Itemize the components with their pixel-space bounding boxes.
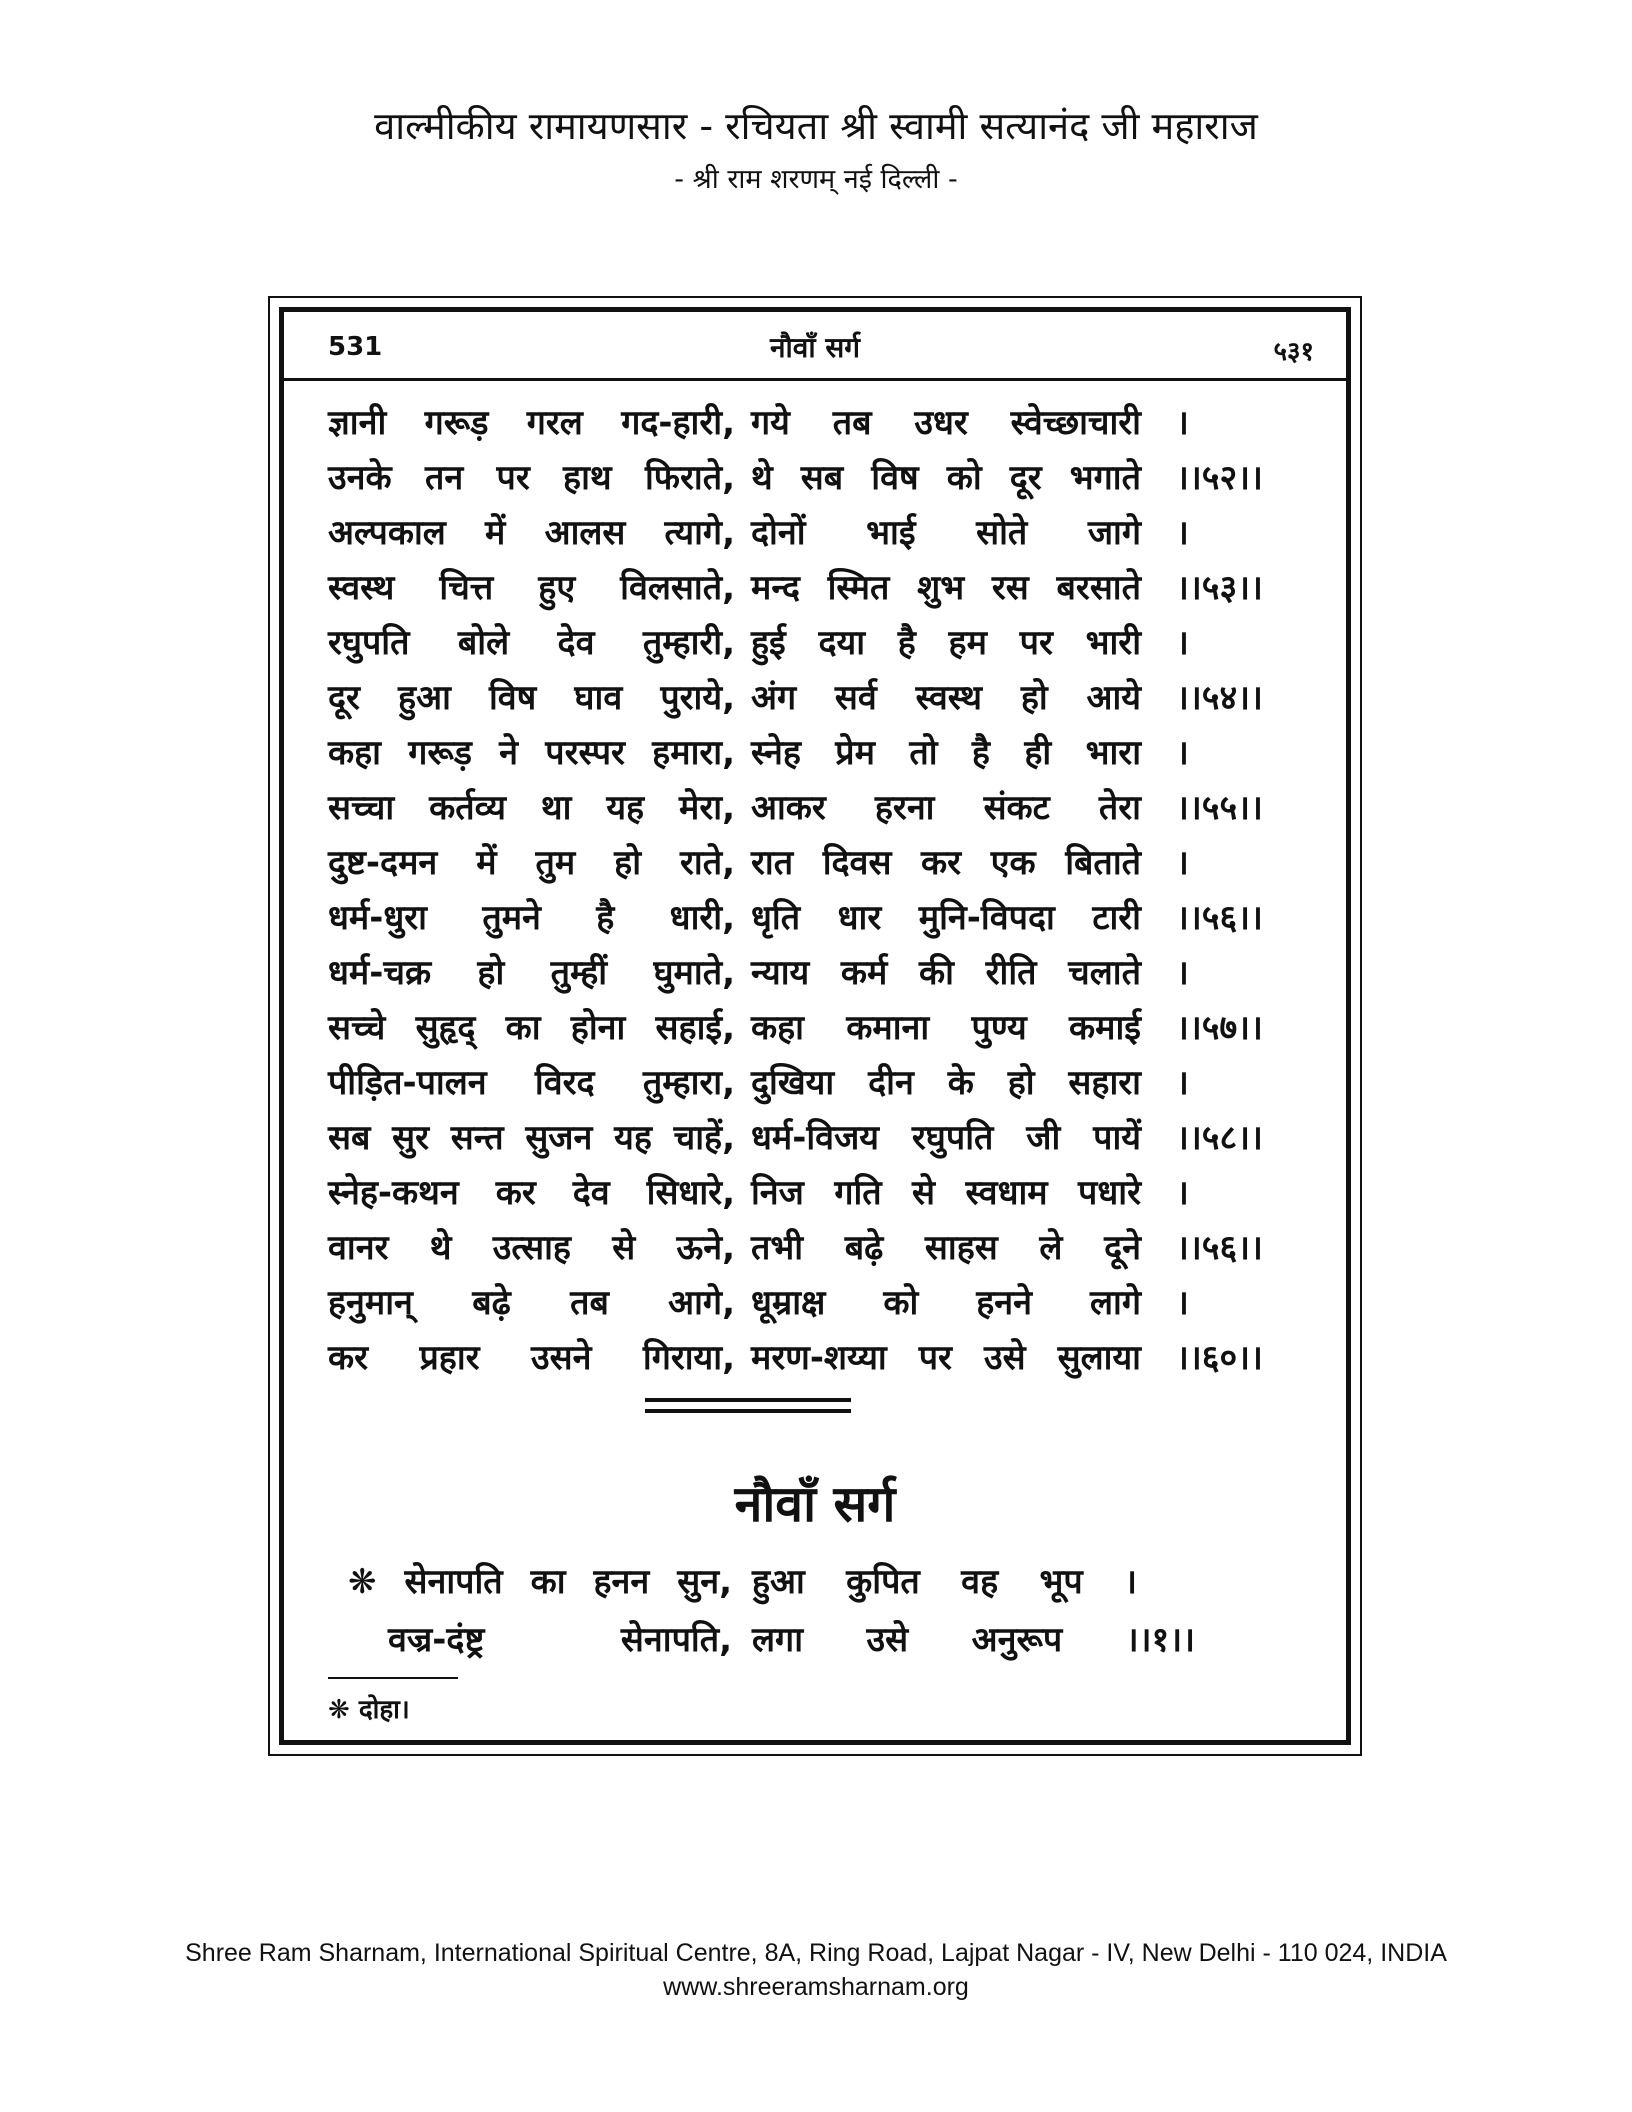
section-title: नौवाँ सर्ग xyxy=(734,1475,896,1533)
verse-second-half: गये तब उधर स्वेच्छाचारी xyxy=(751,403,1141,443)
verse-number: । xyxy=(1176,513,1189,553)
footnote-divider xyxy=(328,1677,458,1679)
verse-number: । xyxy=(1176,1173,1189,1213)
verse-row xyxy=(328,1272,1368,1327)
section-divider-bottom xyxy=(645,1409,851,1413)
verse-first-half: कर प्रहार उसने गिराया, xyxy=(328,1338,735,1378)
doha-line1-first-half: ❋ सेनापति का हनन सुन, xyxy=(348,1562,732,1602)
verse-number: । xyxy=(1176,733,1189,773)
verse-second-half: आकर हरना संकट तेरा xyxy=(751,788,1141,828)
verse-first-half: उनके तन पर हाथ फिराते, xyxy=(328,458,735,498)
verse-first-half: धर्म-चक्र हो तुम्हीं घुमाते, xyxy=(328,953,735,993)
asterism-icon: ❋ xyxy=(348,1562,377,1602)
verse-second-half: स्नेह प्रेम तो है ही भारा xyxy=(751,733,1141,773)
footer-address: Shree Ram Sharnam, International Spiritual Centre, 8A, Ring Road, Lajpat Nagar - IV, New Delhi - 110 024, INDIA xyxy=(185,1939,1447,1967)
doha-line2-first-half: वज्र-दंष्ट्र सेनापति, xyxy=(388,1620,732,1660)
page-running-head xyxy=(284,328,1346,372)
footer-website: www.shreeramsharnam.org xyxy=(663,1973,969,2001)
doha-block xyxy=(328,1557,1328,1673)
verse-first-half: धर्म-धुरा तुमने है धारी, xyxy=(328,898,735,938)
doha-line2-second-half: लगा उसे अनुरूप ।।१।। xyxy=(752,1620,1195,1660)
verse-first-half: स्वस्थ चित्त हुए विलसाते, xyxy=(328,568,735,608)
footnote: ❋ दोहा। xyxy=(328,1695,410,1725)
verse-first-half: हनुमान् बढ़े तब आगे, xyxy=(328,1283,735,1323)
verse-row xyxy=(328,942,1368,997)
verse-row xyxy=(328,1162,1368,1217)
page-footer xyxy=(0,1936,1632,2004)
verse-number: । xyxy=(1176,1063,1189,1103)
verse-second-half: मन्द स्मित शुभ रस बरसाते xyxy=(751,568,1141,608)
doha-line xyxy=(328,1615,1328,1673)
header-title: वाल्मीकीय रामायणसार - रचियता श्री स्वामी सत्यानंद जी महाराज xyxy=(374,104,1258,148)
verse-first-half: सच्चे सुहृद् का होना सहाई, xyxy=(328,1008,735,1048)
verse-row xyxy=(328,832,1368,887)
verse-first-half: सच्चा कर्तव्य था यह मेरा, xyxy=(328,788,735,828)
verse-row xyxy=(328,667,1368,722)
verse-number: । xyxy=(1176,953,1189,993)
verse-number: ।।६०।। xyxy=(1176,1338,1263,1378)
verse-number: ।।५३।। xyxy=(1176,568,1263,608)
verse-first-half: दूर हुआ विष घाव पुराये, xyxy=(328,678,735,718)
verse-row xyxy=(328,722,1368,777)
verse-list xyxy=(328,392,1368,1382)
verse-row xyxy=(328,777,1368,832)
verse-row xyxy=(328,1217,1368,1272)
doha-line xyxy=(328,1557,1328,1615)
verse-number: । xyxy=(1176,1283,1189,1323)
verse-first-half: पीड़ित-पालन विरद तुम्हारा, xyxy=(328,1063,735,1103)
verse-row xyxy=(328,1052,1368,1107)
page-number-devanagari: ५३१ xyxy=(1273,337,1314,367)
verse-row xyxy=(328,1107,1368,1162)
verse-first-half: कहा गरूड़ ने परस्पर हमारा, xyxy=(328,733,735,773)
header-subtitle: - श्री राम शरणम् नई दिल्ली - xyxy=(674,164,958,195)
verse-second-half: अंग सर्व स्वस्थ हो आये xyxy=(751,678,1141,718)
verse-number: ।।५७।। xyxy=(1176,1008,1263,1048)
page-header xyxy=(0,100,1632,200)
header-divider xyxy=(284,378,1346,381)
verse-second-half: मरण-शय्या पर उसे सुलाया xyxy=(751,1338,1141,1378)
verse-number: । xyxy=(1176,843,1189,883)
verse-first-half: अल्पकाल में आलस त्यागे, xyxy=(328,513,735,553)
book-page-frame xyxy=(268,296,1362,1756)
verse-second-half: तभी बढ़े साहस ले दूने xyxy=(751,1228,1141,1268)
verse-second-half: थे सब विष को दूर भगाते xyxy=(751,458,1141,498)
verse-second-half: न्याय कर्म की रीति चलाते xyxy=(751,953,1141,993)
verse-number: । xyxy=(1176,403,1189,443)
verse-row xyxy=(328,997,1368,1052)
verse-first-half: ज्ञानी गरूड़ गरल गद-हारी, xyxy=(328,403,735,443)
verse-first-half: सब सुर सन्त सुजन यह चाहें, xyxy=(328,1118,735,1158)
verse-number: ।।५४।। xyxy=(1176,678,1263,718)
verse-number: ।।५६।। xyxy=(1176,898,1263,938)
verse-row xyxy=(328,557,1368,612)
verse-row xyxy=(328,447,1368,502)
verse-second-half: दोनों भाई सोते जागे xyxy=(751,513,1141,553)
verse-first-half: रघुपति बोले देव तुम्हारी, xyxy=(328,623,735,663)
verse-second-half: हुई दया है हम पर भारी xyxy=(751,623,1141,663)
verse-second-half: दुखिया दीन के हो सहारा xyxy=(751,1063,1141,1103)
section-divider-top xyxy=(645,1398,851,1402)
verse-second-half: धर्म-विजय रघुपति जी पायें xyxy=(751,1118,1141,1158)
verse-first-half: स्नेह-कथन कर देव सिधारे, xyxy=(328,1173,735,1213)
verse-first-half: दुष्ट-दमन में तुम हो राते, xyxy=(328,843,735,883)
verse-second-half: निज गति से स्वधाम पधारे xyxy=(751,1173,1141,1213)
verse-second-half: धूम्राक्ष को हनने लागे xyxy=(751,1283,1141,1323)
verse-second-half: कहा कमाना पुण्य कमाई xyxy=(751,1008,1141,1048)
verse-row xyxy=(328,887,1368,942)
verse-row xyxy=(328,1327,1368,1382)
doha-line1-second-half: हुआ कुपित वह भूप । xyxy=(752,1562,1137,1602)
verse-number: ।।५५।। xyxy=(1176,788,1263,828)
verse-number: ।।५६।। xyxy=(1176,1228,1263,1268)
book-page-inner-frame xyxy=(279,307,1351,1745)
verse-first-half: वानर थे उत्साह से ऊने, xyxy=(328,1228,735,1268)
chapter-running-title: नौवाँ सर्ग xyxy=(769,331,861,364)
verse-second-half: रात दिवस कर एक बिताते xyxy=(751,843,1141,883)
verse-row xyxy=(328,392,1368,447)
verse-number: । xyxy=(1176,623,1189,663)
verse-row xyxy=(328,612,1368,667)
verse-second-half: धृति धार मुनि-विपदा टारी xyxy=(751,898,1141,938)
page-number-latin: 531 xyxy=(328,332,383,362)
verse-number: ।।५८।। xyxy=(1176,1118,1263,1158)
verse-number: ।।५२।। xyxy=(1176,458,1263,498)
verse-row xyxy=(328,502,1368,557)
